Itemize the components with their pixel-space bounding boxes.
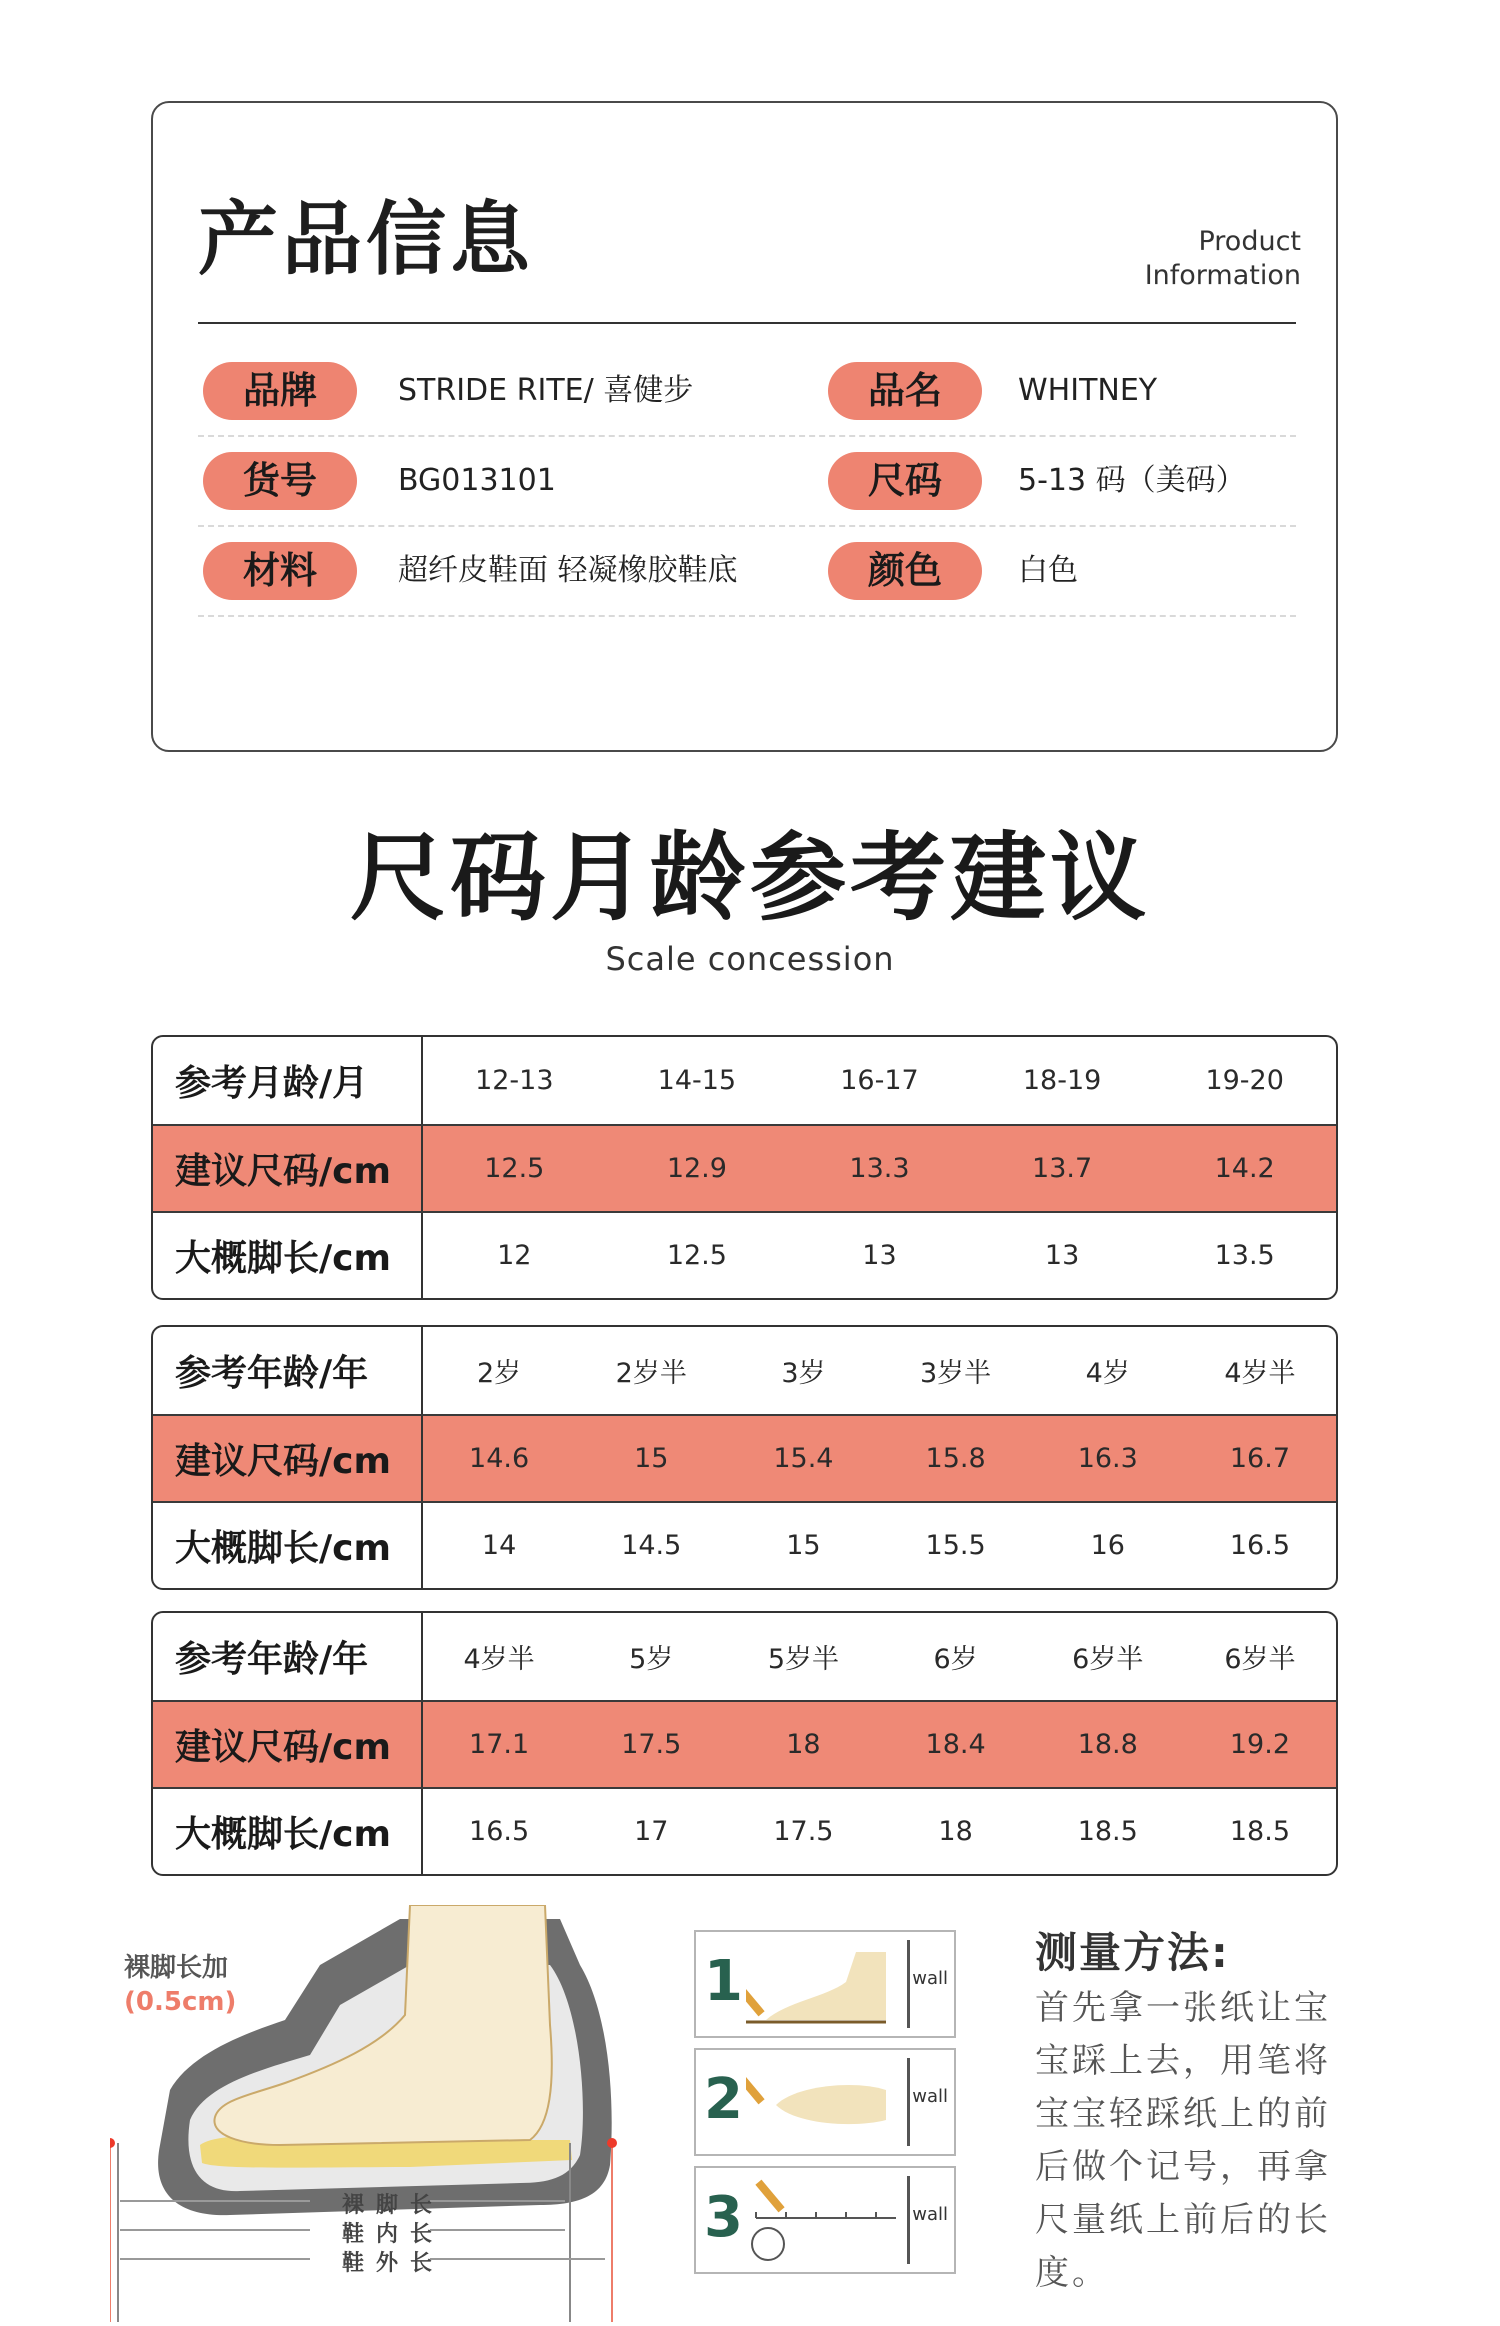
pencil-icon: [755, 2180, 784, 2213]
table-cell: 13: [862, 1240, 897, 1271]
pencil-icon: [746, 2072, 765, 2105]
table-cell: 4岁半: [1224, 1358, 1296, 1389]
product-info-title: 产品信息: [198, 193, 534, 286]
pencil-icon: [746, 1984, 765, 2017]
step-number: 3: [704, 2185, 743, 2250]
foot-note-line1: 裸脚长加: [124, 1953, 229, 1983]
table-row-foot-length: [153, 1787, 1336, 1874]
table-cell: 14.6: [469, 1443, 530, 1474]
info-row-brand: [198, 345, 1296, 437]
row-label: 建议尺码/cm: [153, 1702, 423, 1787]
table-cell: 6岁: [933, 1644, 978, 1675]
table-cell: 13.7: [1032, 1153, 1093, 1184]
value-brand: STRIDE RITE/ 喜健步: [398, 373, 694, 408]
step-2-graphic: [746, 2060, 896, 2146]
measure-method-text: 首先拿一张纸让宝宝踩上去，用笔将宝宝轻踩纸上的前后做个记号，再拿尺量纸上前后的长度。: [1035, 1988, 1331, 2293]
wall-label: wall: [912, 2204, 948, 2225]
step-number: 2: [704, 2067, 743, 2132]
measure-method-title: 测量方法:: [1035, 1928, 1230, 1977]
step-number: 1: [704, 1949, 743, 2014]
info-row-material: [198, 525, 1296, 617]
table-cell: 14: [481, 1530, 517, 1561]
table-cell: 5岁半: [767, 1644, 840, 1675]
title-divider: [198, 322, 1296, 324]
table-cell: 12: [497, 1240, 532, 1271]
measure-dot-left: [110, 2138, 115, 2148]
table-cell: 18.5: [1077, 1816, 1138, 1847]
table-cell: 16.7: [1229, 1443, 1290, 1474]
info-row-sku: [198, 435, 1296, 527]
product-info-card: [151, 101, 1338, 752]
row-label: 建议尺码/cm: [153, 1126, 423, 1211]
table-row-age: [153, 1613, 1336, 1700]
table-cell: 6岁半: [1072, 1644, 1144, 1675]
wall-line: [907, 1940, 910, 2028]
size-table-years-1: [151, 1325, 1338, 1590]
row-label: 参考月龄/月: [153, 1037, 423, 1124]
measure-step-3: [694, 2166, 956, 2274]
table-cell: 2岁: [476, 1358, 522, 1389]
table-cell: 16: [1090, 1530, 1125, 1561]
table-cell: 13.5: [1214, 1240, 1275, 1271]
table-cell: 13: [1044, 1240, 1080, 1271]
step-3-graphic: [746, 2178, 896, 2264]
table-cell: 18-19: [1022, 1065, 1102, 1096]
foot-on-paper: [766, 1952, 886, 2020]
table-cell: 15.8: [925, 1443, 986, 1474]
table-cell: 4岁: [1085, 1358, 1130, 1389]
legend-bare-foot: 裸脚长: [342, 2193, 445, 2218]
measure-dot-right: [607, 2138, 617, 2148]
table-cell: 15: [634, 1443, 669, 1474]
tape-measure-icon: [752, 2228, 784, 2260]
label-pill-product-name: 品名: [828, 362, 982, 420]
product-info-title-en-line1: Product: [1198, 226, 1301, 257]
table-cell: 18: [938, 1816, 973, 1847]
row-label: 建议尺码/cm: [153, 1416, 423, 1501]
table-cell: 19-20: [1205, 1065, 1284, 1096]
row-label: 大概脚长/cm: [153, 1503, 423, 1588]
value-color: 白色: [1018, 553, 1078, 588]
size-table-months: [151, 1035, 1338, 1300]
value-material: 超纤皮鞋面 轻凝橡胶鞋底: [398, 553, 738, 588]
table-cell: 4岁半: [463, 1644, 535, 1675]
table-cell: 6岁半: [1224, 1644, 1296, 1675]
table-row-age: [153, 1037, 1336, 1124]
wall-line: [907, 2058, 910, 2146]
table-cell: 12.9: [666, 1153, 727, 1184]
label-pill-size: 尺码: [828, 452, 982, 510]
table-cell: 12-13: [475, 1065, 554, 1096]
size-guide-subtitle: Scale concession: [605, 940, 895, 978]
product-info-title-en: [1145, 225, 1301, 293]
row-label: 参考年龄/年: [153, 1327, 423, 1414]
table-cell: 18.8: [1077, 1729, 1138, 1760]
measure-step-1: [694, 1930, 956, 2038]
wall-label: wall: [912, 1968, 948, 1989]
table-cell: 14.5: [621, 1530, 682, 1561]
table-cell: 16-17: [840, 1065, 919, 1096]
value-size: 5-13 码（美码）: [1018, 463, 1246, 498]
table-cell: 2岁半: [615, 1358, 687, 1389]
table-cell: 12.5: [666, 1240, 727, 1271]
table-row-age: [153, 1327, 1336, 1414]
table-cell: 19.2: [1229, 1729, 1290, 1760]
label-pill-sku: 货号: [203, 452, 357, 510]
table-cell: 16.5: [469, 1816, 530, 1847]
table-cell: 3岁半: [920, 1358, 992, 1389]
legend-inner-length: 鞋内长: [342, 2222, 445, 2247]
label-pill-brand: 品牌: [203, 362, 357, 420]
table-cell: 18.5: [1229, 1816, 1290, 1847]
table-cell: 12.5: [484, 1153, 545, 1184]
table-cell: 16.5: [1229, 1530, 1290, 1561]
label-pill-color: 颜色: [828, 542, 982, 600]
table-cell: 16.3: [1077, 1443, 1138, 1474]
table-cell: 18: [786, 1729, 821, 1760]
size-guide-title: 尺码月龄参考建议: [350, 822, 1150, 934]
table-cell: 15: [786, 1530, 821, 1561]
wall-label: wall: [912, 2086, 948, 2107]
value-sku: BG013101: [398, 463, 556, 498]
table-cell: 15.5: [925, 1530, 986, 1561]
row-label: 参考年龄/年: [153, 1613, 423, 1700]
table-row-suggested-size: [153, 1414, 1336, 1501]
table-cell: 18.4: [925, 1729, 986, 1760]
label-pill-material: 材料: [203, 542, 357, 600]
value-product-name: WHITNEY: [1018, 373, 1158, 408]
legend-outer-length: 鞋外长: [342, 2251, 445, 2276]
row-label: 大概脚长/cm: [153, 1213, 423, 1298]
product-info-title-en-line2: Information: [1144, 260, 1301, 291]
table-cell: 17: [634, 1816, 669, 1847]
row-label: 大概脚长/cm: [153, 1789, 423, 1874]
table-row-foot-length: [153, 1501, 1336, 1588]
wall-line: [907, 2176, 910, 2264]
table-cell: 14-15: [657, 1065, 737, 1096]
table-cell: 3岁: [781, 1358, 826, 1389]
table-cell: 5岁: [629, 1644, 674, 1675]
table-cell: 17.5: [621, 1729, 682, 1760]
table-cell: 15.4: [773, 1443, 834, 1474]
foot-note-line2: (0.5cm): [124, 1987, 237, 2017]
table-row-suggested-size: [153, 1700, 1336, 1787]
table-cell: 13.3: [849, 1153, 910, 1184]
table-cell: 17.1: [469, 1729, 530, 1760]
shoe-measurement-illustration: [110, 1905, 630, 2322]
size-table-years-2: [151, 1611, 1338, 1876]
step-1-graphic: [746, 1942, 896, 2028]
table-row-foot-length: [153, 1211, 1336, 1298]
foot-outline: [776, 2085, 886, 2124]
table-cell: 17.5: [773, 1816, 834, 1847]
table-cell: 14.2: [1214, 1153, 1275, 1184]
table-row-suggested-size: [153, 1124, 1336, 1211]
measure-step-2: [694, 2048, 956, 2156]
